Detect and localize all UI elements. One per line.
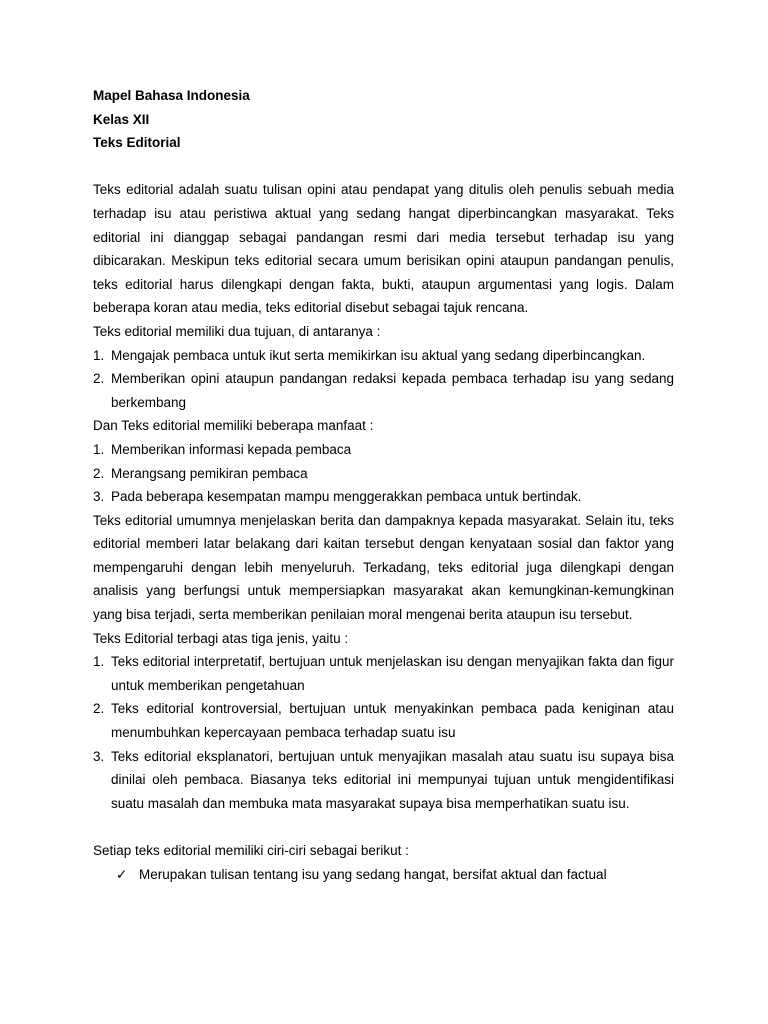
list-number: 3.	[93, 489, 105, 505]
list-number: 1.	[93, 347, 105, 363]
subject-heading: Mapel Bahasa Indonesia	[93, 88, 250, 103]
list-number: 1.	[93, 441, 105, 457]
list-item	[93, 745, 674, 816]
class-heading: Kelas XII	[93, 111, 150, 127]
definition-paragraph: Teks editorial adalah suatu tulisan opini atau pendapat yang ditulis oleh penulis sebuah media terhadap isu atau peristiwa aktual yang sedang hangat diperbincangkan masyarakat. Teks editorial ini dianggap sebagai pandangan resmi dari media tersebut terhadap isu yang dibicarakan. Meskipun teks editorial secara umum berisikan opini ataupun pandangan penulis, teks editorial harus dilengkapi dengan fakta, bukti, ataupun argumentasi yang logis. Dalam beberapa koran atau media, teks editorial disebut sebagai tajuk rencana.	[93, 182, 674, 316]
characteristics-list	[93, 863, 674, 887]
list-item	[93, 650, 674, 697]
purposes-intro: Teks editorial memiliki dua tujuan, di antaranya :	[93, 323, 381, 339]
list-item-text: Pada beberapa kesempatan mampu menggerakkan pembaca untuk bertindak.	[111, 489, 582, 505]
list-item	[93, 462, 674, 486]
types-list	[93, 650, 674, 815]
list-item	[93, 367, 674, 414]
list-item-text: Merangsang pemikiran pembaca	[111, 465, 308, 481]
list-number: 2.	[93, 701, 105, 717]
list-item-text: Teks editorial kontroversial, bertujuan untuk menyakinkan pembaca pada keniginan atau menumbuhkan kepercayaan pembaca terhadap suatu isu	[111, 701, 674, 741]
list-item-text: Memberikan opini ataupun pandangan redaksi kepada pembaca terhadap isu yang sedang berkembang	[111, 371, 674, 410]
list-number: 2.	[93, 371, 105, 387]
list-item	[93, 438, 674, 462]
list-number: 1.	[93, 654, 105, 670]
list-number: 3.	[93, 748, 105, 764]
document-content	[93, 84, 674, 886]
list-item	[93, 344, 674, 368]
list-number: 2.	[93, 465, 105, 481]
explanation-paragraph: Teks editorial umumnya menjelaskan berita dan dampaknya kepada masyarakat. Selain itu, teks editorial memberi latar belakang dari kaitan tersebut dengan kenyataan sosial dan faktor yang mempengaruhi dengan lebih menyeluruh. Terkadang, teks editorial juga dilengkapi dengan analisis yang berfungsi untuk mempersiapkan masyarakat akan kemungkinan-kemungkinan yang bisa terjadi, serta memberikan penilaian moral mengenai berita ataupun isu tersebut.	[93, 512, 674, 623]
list-item	[93, 485, 674, 509]
benefits-list	[93, 438, 674, 509]
characteristics-intro: Setiap teks editorial memiliki ciri-ciri sebagai berikut :	[93, 843, 409, 858]
blank-line	[93, 815, 674, 839]
list-item	[93, 863, 674, 887]
list-item-text: Memberikan informasi kepada pembaca	[111, 441, 352, 457]
list-item-text: Teks editorial eksplanatori, bertujuan untuk menyajikan masalah atau suatu isu supaya bisa dinilai oleh pembaca. Biasanya teks editorial ini mempunyai tujuan untuk mengidentifikasi suatu masalah dan membuka mata masyarakat supaya bisa memperhatikan suatu isu.	[111, 748, 674, 811]
list-item-text: Mengajak pembaca untuk ikut serta memikirkan isu aktual yang sedang diperbincangkan.	[111, 347, 646, 363]
list-item-text: Teks editorial interpretatif, bertujuan untuk menjelaskan isu dengan menyajikan fakta dan figur untuk memberikan pengetahuan	[111, 654, 674, 693]
blank-line	[93, 155, 674, 179]
types-intro: Teks Editorial terbagi atas tiga jenis, yaitu :	[93, 630, 349, 646]
checkmark-icon: ✓	[116, 866, 128, 882]
list-item	[93, 697, 674, 744]
benefits-intro: Dan Teks editorial memiliki beberapa manfaat :	[93, 418, 374, 434]
purposes-list	[93, 344, 674, 415]
topic-heading: Teks Editorial	[93, 135, 181, 151]
list-item-text: Merupakan tulisan tentang isu yang sedang hangat, bersifat aktual dan factual	[139, 866, 607, 882]
